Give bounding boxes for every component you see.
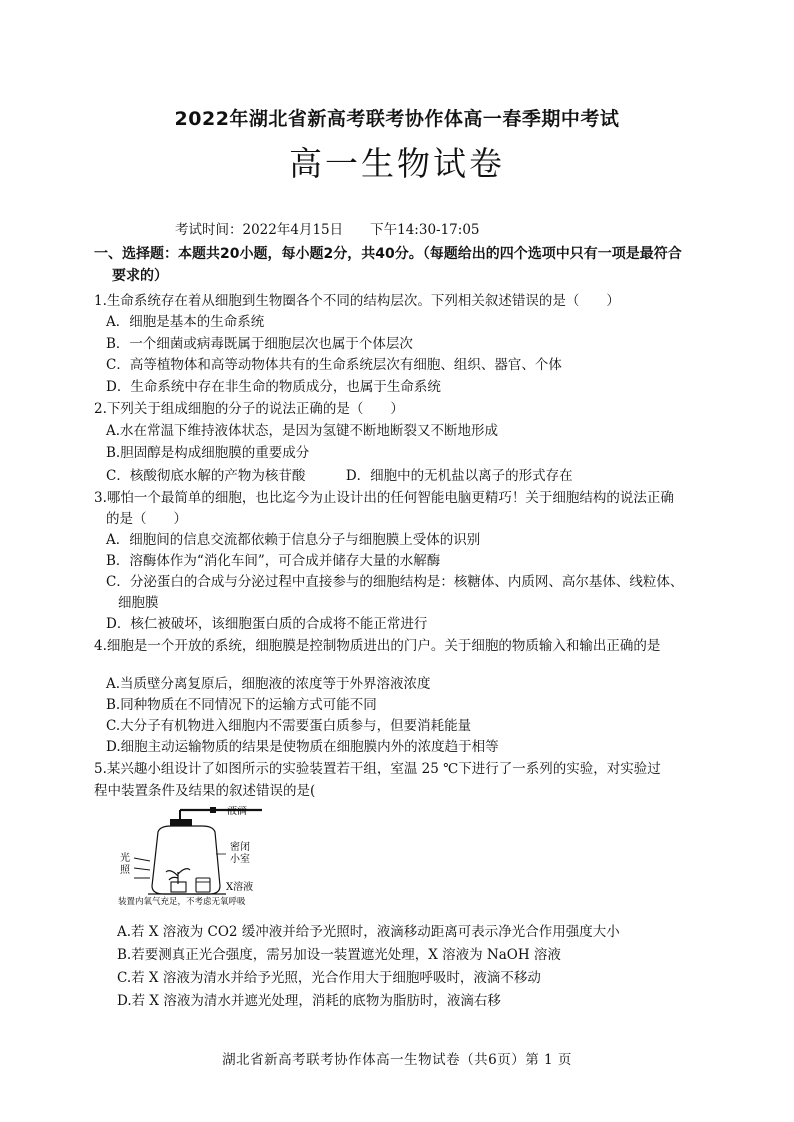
q2-stem: 2.下列关于组成细胞的分子的说法正确的是（ ） [94,401,404,417]
light-arrow-2 [134,868,150,870]
q4-option-b: B.同种物质在不同情况下的运输方式可能不同 [106,697,377,713]
label-light-1: 光 [120,853,130,864]
q5-stem-line2: 程中装置条件及结果的叙述错误的是( [94,783,316,799]
label-x-solution: X溶液 [226,882,254,893]
q5-option-b: B.若要测真正光合强度，需另加设一装置遮光处理，X 溶液为 NaOH 溶液 [117,947,561,963]
diagram-caption: 装置内氧气充足，不考虑无氧呼吸 [118,897,246,906]
section-heading-line1: 一、选择题：本题共20小题，每小题2分，共40分。（每题给出的四个选项中只有一项是最符合 [94,246,682,262]
q3-option-d: D．核仁被破坏，该细胞蛋白质的合成将不能正常进行 [106,616,428,632]
q1-option-d: D．生命系统中存在非生命的物质成分，也属于生命系统 [106,379,441,395]
q5-option-c: C.若 X 溶液为清水并给予光照，光合作用大于细胞呼吸时，液滴不移动 [117,970,541,986]
page-footer: 湖北省新高考联考协作体高一生物试卷（共6页）第 1 页 [222,1052,572,1068]
q1-stem: 1.生命系统存在着从细胞到生物圈各个不同的结构层次。下列相关叙述错误的是（ ） [94,293,620,309]
q3-stem-line1: 3.哪怕一个最简单的细胞，也比迄今为止设计出的任何智能电脑更精巧！关于细胞结构的说法正确 [94,490,674,506]
label-drop: 液滴 [227,806,247,817]
q2-option-a: A.水在常温下维持液体状态，是因为氢键不断地断裂又不断地形成 [106,423,499,439]
q4-stem: 4.细胞是一个开放的系统，细胞膜是控制物质进出的门户。关于细胞的物质输入和输出正确的是 [94,638,661,654]
stopper [170,819,192,826]
q1-option-b: B．一个细菌或病毒既属于细胞层次也属于个体层次 [106,336,413,352]
q3-option-a: A．细胞间的信息交流都依赖于信息分子与细胞膜上受体的识别 [106,532,481,548]
label-light-2: 照 [120,865,130,876]
light-arrow-1 [134,858,150,861]
label-chamber-1: 密闭 [230,842,250,853]
section-heading [94,243,714,287]
q3-stem-line2: 的是（ ） [106,511,187,527]
q1-option-c: C．高等植物体和高等动物体共有的生命系统层次有细胞、组织、器官、个体 [106,357,562,373]
liquid-drop [210,807,216,813]
paper-subtitle: 高一生物试卷 [289,144,505,183]
q5-option-d: D.若 X 溶液为清水并遮光处理，消耗的底物为脂肪时，液滴右移 [117,993,501,1009]
q3-option-c-line1: C．分泌蛋白的合成与分泌过程中直接参与的细胞结构是：核糖体、内质网、高尔基体、线粒体、 [106,574,684,590]
q4-option-a: A.当质壁分离复原后，细胞液的浓度等于外界溶液浓度 [106,676,431,692]
q3-option-b: B．溶酶体作为“消化车间”，可合成并储存大量的水解酶 [106,553,441,569]
q4-option-c: C.大分子有机物进入细胞内不需要蛋白质参与，但要消耗能量 [106,718,472,734]
exam-time: 考试时间：2022年4月15日 下午14:30-17:05 [175,222,480,238]
q5-stem-line1: 5.某兴趣小组设计了如图所示的实验装置若干组，室温 25 ℃下进行了一系列的实验，对实验过 [94,761,661,777]
beaker [196,878,210,892]
section-heading-line2: 要求的） [112,268,168,284]
q1-option-a: A．细胞是基本的生命系统 [106,314,265,330]
q2-option-b: B.胆固醇是构成细胞膜的重要成分 [106,445,310,461]
experiment-apparatus-diagram [114,806,304,906]
exam-title: 2022年湖北省新高考联考协作体高一春季期中考试 [174,108,620,130]
q3-option-c-line2: 细胞膜 [118,595,159,611]
q5-option-a: A.若 X 溶液为 CO2 缓冲液并给予光照时，液滴移动距离可表示净光合作用强度大小 [117,924,620,940]
label-chamber-2: 小室 [230,854,250,865]
q2-option-cd: C．核酸彻底水解的产物为核苷酸 D．细胞中的无机盐以离子的形式存在 [106,468,573,484]
q4-option-d: D.细胞主动运输物质的结果是使物质在细胞膜内外的浓度趋于相等 [106,739,499,755]
